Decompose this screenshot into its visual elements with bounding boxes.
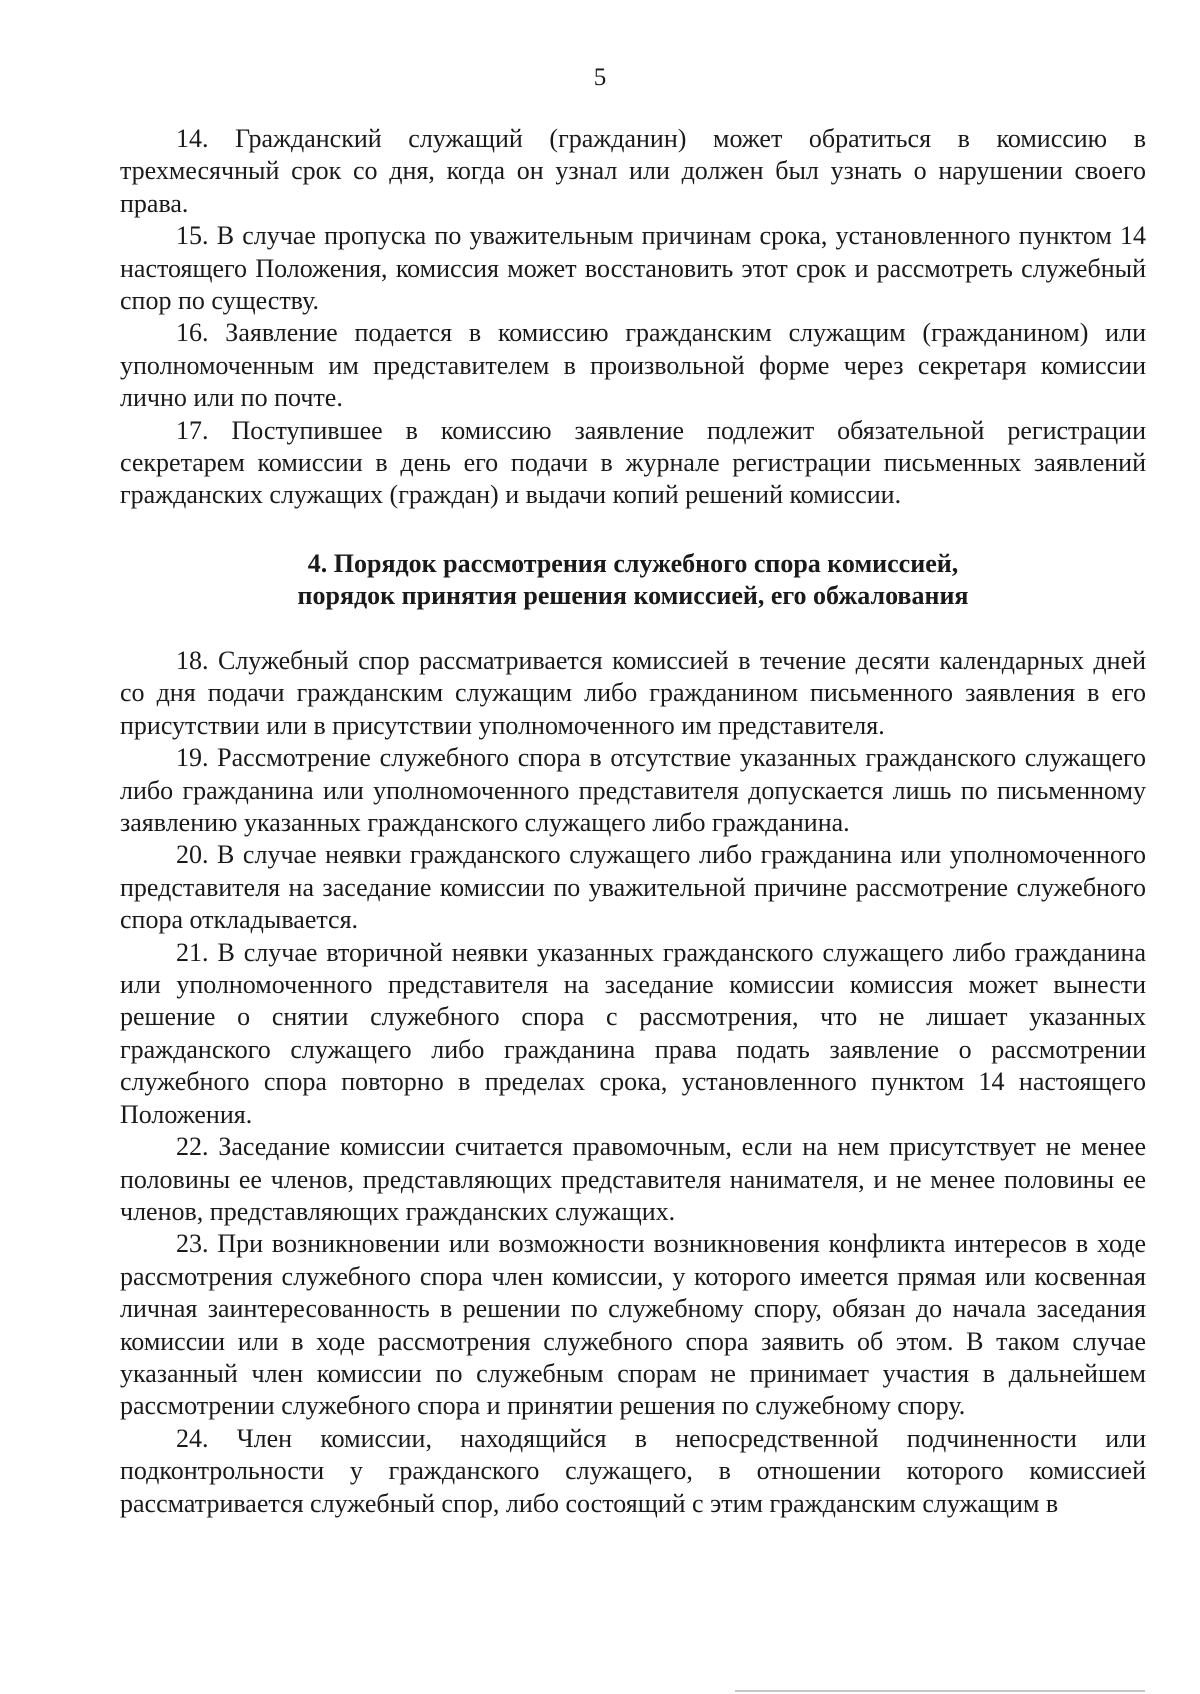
paragraph-15: 15. В случае пропуска по уважительным причинам срока, установленного пунктом 14 настоящего Положения, комиссия может восстановить этот срок и рассмотреть служебный спор по существу. bbox=[120, 221, 1146, 316]
paragraph-17: 17. Поступившее в комиссию заявление подлежит обязательной регистрации секретарем комиссии в день его подачи в журнале регистрации письменных заявлений гражданских служащих (граждан) и выдачи копий решений комиссии. bbox=[120, 415, 1146, 510]
section-heading bbox=[120, 548, 1146, 612]
paragraph-14: 14. Гражданский служащий (гражданин) может обратиться в комиссию в трехмесячный срок со дня, когда он узнал или должен был узнать о нарушении своего права. bbox=[120, 124, 1146, 218]
paragraphs-before-heading bbox=[120, 123, 1146, 512]
paragraph-22: 22. Заседание комиссии считается правомочным, если на нем присутствует не менее половины ее членов, представляющих представителя нанимателя, и не менее половины ее членов, представляющих гражданских служащих. bbox=[120, 1132, 1146, 1226]
paragraph-21: 21. В случае вторичной неявки указанных гражданского служащего либо гражданина или уполномоченного представителя на заседание комиссии комиссия может вынести решение о снятии служебного спора с рассмотрения, что не лишает указанных гражданского служащего либо гражданина права подать заявление о рассмотрении служебного спора повторно в пределах срока, установленного пунктом 14 настоящего Положения. bbox=[120, 937, 1146, 1129]
paragraph-20: 20. В случае неявки гражданского служащего либо гражданина или уполномоченного представителя на заседание комиссии по уважительной причине рассмотрение служебного спора откладывается. bbox=[120, 840, 1146, 935]
paragraph-24: 24. Член комиссии, находящийся в непосредственной подчиненности или подконтрольности у гражданского служащего, в отношении которого комиссией рассматривается служебный спор, либо состоящий с этим гражданским служащим в bbox=[120, 1423, 1146, 1518]
page-number: 5 bbox=[593, 64, 607, 91]
section-heading-line-2: порядок принятия решения комиссией, его обжалования bbox=[297, 581, 969, 610]
paragraph-16: 16. Заявление подается в комиссию гражданским служащим (гражданином) или уполномоченным им представителем в произвольной форме через секретаря комиссии лично или по почте. bbox=[120, 318, 1146, 413]
paragraph-23: 23. При возникновении или возможности возникновения конфликта интересов в ходе рассмотрения служебного спора член комиссии, у которого имеется прямая или косвенная личная заинтересованность в решении по служебному спору, обязан до начала заседания комиссии или в ходе рассмотрения служебного спора заявить об этом. В таком случае указанный член комиссии по служебным спорам не принимает участия в дальнейшем рассмотрении служебного спора и принятии решения по служебному спору. bbox=[120, 1229, 1146, 1421]
section-heading-line-1: 4. Порядок рассмотрения служебного спора комиссией, bbox=[307, 549, 959, 578]
paragraph-18: 18. Служебный спор рассматривается комиссией в течение десяти календарных дней со дня подачи гражданским служащим либо гражданином письменного заявления в его присутствии или в присутствии уполномоченного им представителя. bbox=[120, 646, 1146, 740]
scan-artifact-line bbox=[735, 1690, 1145, 1692]
paragraph-19: 19. Рассмотрение служебного спора в отсутствие указанных гражданского служащего либо гражданина или уполномоченного представителя допускается лишь по письменному заявлению указанных гражданского служащего либо гражданина. bbox=[120, 743, 1146, 838]
paragraphs-after-heading bbox=[120, 645, 1146, 1520]
